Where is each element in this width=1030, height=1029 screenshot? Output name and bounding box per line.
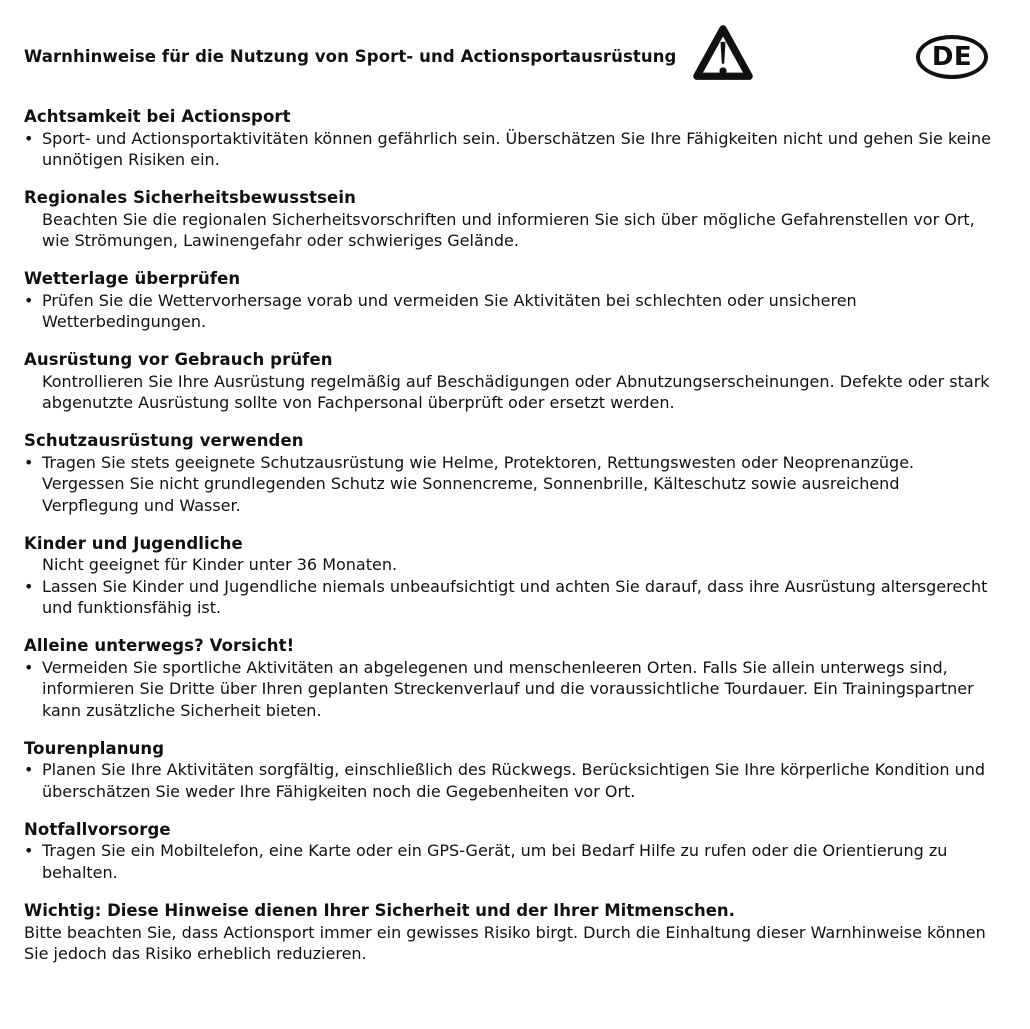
section-heading: Wetterlage überprüfen — [24, 269, 241, 288]
list-item-text: Vermeiden Sie sportliche Aktivitäten an abgelegenen und menschenleeren Orten. Falls Sie allein unterwegs sind, informieren Sie Dritte über Ihren geplanten Streckenverlauf und die voraussichtliche Tourdauer. Ein Trainingspartner kann zusätzliche Sicherheit bieten. — [42, 657, 974, 720]
section-tourenplanung — [24, 738, 995, 803]
section-heading: Tourenplanung — [24, 738, 165, 758]
bullet-glyph: • — [24, 576, 34, 596]
section-heading: Ausrüstung vor Gebrauch prüfen — [24, 350, 333, 369]
list-item-text: Planen Sie Ihre Aktivitäten sorgfältig, einschließlich des Rückwegs. Berücksichtigen Sie Ihre körperliche Kondition und überschätzen Sie weder Ihre Fähigkeiten noch die Gegebenheiten vor Ort. — [42, 760, 986, 801]
bullet-glyph: • — [24, 452, 34, 472]
list-item — [24, 759, 995, 802]
important-note — [24, 900, 995, 965]
bullet-glyph: • — [24, 128, 34, 148]
indent-spacer — [24, 554, 42, 576]
section-heading: Schutzausrüstung verwenden — [24, 431, 304, 450]
section-heading: Notfallvorsorge — [24, 819, 171, 839]
bullet-glyph: • — [24, 841, 34, 860]
list-item — [24, 452, 995, 517]
list-item-text: Nicht geeignet für Kinder unter 36 Monaten. — [42, 555, 398, 574]
list-item — [24, 290, 995, 333]
important-note-heading: Wichtig: Diese Hinweise dienen Ihrer Sicherheit und der Ihrer Mitmenschen. — [24, 901, 735, 920]
bullet-glyph: • — [24, 657, 34, 677]
bullet-glyph: • — [24, 760, 34, 779]
indent-spacer — [24, 209, 42, 252]
language-badge — [916, 35, 988, 79]
section-ausruestung-pruefen — [24, 349, 995, 414]
list-item-text: Kontrollieren Sie Ihre Ausrüstung regelmäßig auf Beschädigungen oder Abnutzungserscheinungen. Defekte oder stark abgenutzte Ausrüstung sollte von Fachpersonal überprüft oder ersetzt werden. — [42, 371, 990, 412]
warning-triangle-icon — [692, 22, 754, 92]
list-item-text: Tragen Sie stets geeignete Schutzausrüstung wie Helme, Protektoren, Rettungswesten oder Neoprenanzüge. Vergessen Sie nicht grundlegenden Schutz wie Sonnencreme, Sonnenbrille, Kälteschutz sowie ausreichend Verpflegung und Wasser. — [42, 452, 915, 515]
list-item-text: Sport- und Actionsportaktivitäten können gefährlich sein. Überschätzen Sie Ihre Fähigkeiten nicht und gehen Sie keine unnötigen Risiken ein. — [42, 128, 991, 169]
section-heading: Regionales Sicherheitsbewusstsein — [24, 188, 356, 207]
section-kinder-jugendliche — [24, 533, 995, 619]
important-note-text: Bitte beachten Sie, dass Actionsport immer ein gewisses Risiko birgt. Durch die Einhaltung dieser Warnhinweise können Sie jedoch das Risiko erheblich reduzieren. — [24, 922, 986, 963]
list-item — [24, 371, 995, 414]
section-achtsamkeit — [24, 106, 995, 171]
section-heading: Alleine unterwegs? Vorsicht! — [24, 636, 295, 655]
list-item-text: Lassen Sie Kinder und Jugendliche niemals unbeaufsichtigt und achten Sie darauf, dass ihre Ausrüstung altersgerecht und funktionsfähig ist. — [42, 576, 988, 617]
indent-spacer — [24, 371, 42, 414]
bullet-glyph: • — [24, 290, 34, 310]
list-item — [24, 840, 995, 883]
list-item-text: Beachten Sie die regionalen Sicherheitsvorschriften und informieren Sie sich über mögliche Gefahrenstellen vor Ort, wie Strömungen, Lawinengefahr oder schwieriges Gelände. — [42, 209, 975, 250]
section-schutzausruestung — [24, 430, 995, 516]
page-title: Warnhinweise für die Nutzung von Sport- und Actionsportausrüstung — [24, 47, 677, 66]
section-heading: Kinder und Jugendliche — [24, 533, 243, 553]
section-alleine-unterwegs — [24, 635, 995, 721]
section-notfallvorsorge — [24, 819, 995, 884]
document-header — [24, 25, 995, 89]
list-item-text: Tragen Sie ein Mobiltelefon, eine Karte oder ein GPS-Gerät, um bei Bedarf Hilfe zu rufen oder die Orientierung zu behalten. — [42, 841, 948, 882]
list-item — [24, 554, 995, 576]
list-item — [24, 128, 995, 171]
list-item — [24, 576, 995, 619]
list-item — [24, 657, 995, 722]
list-item-text: Prüfen Sie die Wettervorhersage vorab und vermeiden Sie Aktivitäten bei schlechten oder unsicheren Wetterbedingungen. — [42, 290, 857, 331]
section-regionales-sicherheitsbewusstsein — [24, 187, 995, 252]
list-item — [24, 209, 995, 252]
section-heading: Achtsamkeit bei Actionsport — [24, 107, 291, 126]
section-wetterlage — [24, 268, 995, 333]
language-badge-label: DE — [931, 42, 973, 72]
